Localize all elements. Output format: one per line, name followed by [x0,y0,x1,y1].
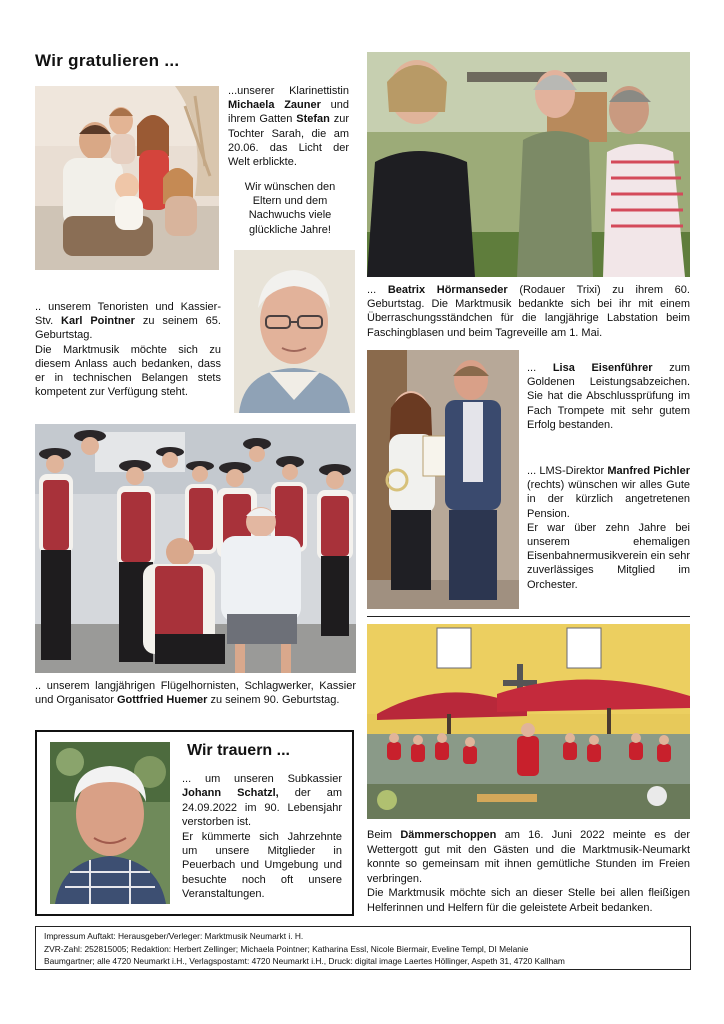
pointner-photo [234,250,355,413]
family-photo [35,86,219,270]
eisenfuehrer-intro: ... [527,362,553,374]
schatzl-photo [50,742,170,904]
pointner-end: zu seinem 65. Geburtstag. [35,315,221,342]
impressum-box [35,926,691,970]
event-thanks: Die Marktmusik möchte sich an dieser Stelle bei allen fleißigen Helferinnen und Helfern für die geleistete Arbeit bedanken. [367,887,690,914]
pichler-tribute: Er war über zehn Jahre bei unserem ehemaligen Eisenbahnermusikverein ein sehr zuverlässiges Mitglied im Orchester. [527,521,690,591]
impressum-line-1: Impressum Auftakt: Herausgeber/Verleger: Marktmusik Neumarkt i. H. [44,931,304,941]
congrats-pointner-text [35,300,221,399]
eisenfuehrer-name: Lisa Eisenführer [552,362,653,374]
huemer-end: zu seinem 90. Geburtstag. [207,694,340,707]
event-intro: Beim [367,829,401,841]
pichler-end: (rechts) wünschen wir alles Gute in der kürzlich angetretenen Pension. [527,479,690,520]
event-description: am 16. Juni 2022 meinte es der Wettergott gut mit den Gästen und die Marktmusik-Neumarkt konnte so gemeinsam mit ihnen gemütliche Stunden im Freien verbringen. [367,829,690,885]
band-group-photo [35,424,356,673]
mourning-tribute: Er kümmerte sich Jahrzehnte um unsere Mitglieder in Peuerbach und Umgebung und besuchte noch oft unsere Veranstaltungen. [182,830,342,901]
eisenfuehrer-end: zum Goldenen Leistungsabzeichen. Sie hat die Abschlussprüfung im Fach Trompete mit sehr gutem Erfolg bestanden. [527,362,691,431]
impressum-line-2: ZVR-Zahl: 252815005; Redaktion: Herbert Zellinger; Michaela Pointner; Katharina Essl, Nicole Biermair, Eveline Templ, DI Melanie [44,943,529,954]
congrats-eisenfuehrer-text [527,361,690,432]
hoermanseder-photo [367,52,690,277]
congrats-zauner-wish: Wir wünschen den Eltern und dem Nachwuchs viele glückliche Jahre! [244,181,336,236]
divider-line [367,616,690,617]
congrats-pichler-text [527,464,690,592]
zauner-spouse: Stefan [296,113,330,126]
hoermanseder-intro: ... [367,284,388,296]
pichler-name: Manfred Pichler [607,465,690,477]
pichler-intro: ... LMS-Direktor [527,465,608,477]
pointner-name: Karl Pointner [61,315,135,328]
congrats-huemer-text [35,679,356,707]
congrats-zauner-text [228,84,349,169]
zauner-mid: und ihrem Gatten [228,99,349,126]
pointner-intro: .. unserem Tenoristen und Kassier-Stv. [35,301,221,328]
huemer-name: Gottfried Huemer [116,694,208,707]
zauner-end: zur Tochter Sarah, die am 20.06. das Licht der Welt erblickte. [228,113,349,169]
mourning-intro: ... um unseren Subkassier [182,773,342,785]
huemer-intro: .. unserem langjährigen Flügelhornisten, Schlagwerker, Kassier und Organisator [35,680,356,707]
zauner-intro: ...unserer Klarinettistin [228,85,349,97]
hoermanseder-end: (Rodauer Trixi) zu ihrem 60. Geburtstag. Die Marktmusik bedankte sich bei ihr mit einem Überraschungsständchen für die langjährige Labstation beim Faschingblasen und beim Tagreveille am 1. Mai. [367,284,690,339]
section-title-mourning: Wir trauern ... [187,742,290,759]
mourning-date: der am 24.09.2022 im 90. Lebensjahr verstorben ist. [182,787,342,829]
event-name: Dämmerschoppen [400,829,497,841]
mourning-text [182,772,342,902]
daemmerschoppen-photo [367,624,690,819]
schatzl-name: Johann Schatzl, [182,787,279,800]
hoermanseder-name: Beatrix Hörmanseder [387,284,508,296]
event-text [367,828,690,916]
congrats-hoermanseder-text [367,283,690,340]
zauner-name: Michaela Zauner [228,99,321,112]
pointner-thanks: Die Marktmusik möchte sich zu diesem Anlass auch bedanken, dass er in technischen Belangen stets kompetent zur Verfügung steht. [35,343,221,399]
section-title-congrats: Wir gratulieren ... [35,51,180,70]
impressum-line-3: Baumgartner; alle 4720 Neumarkt i.H., Verlagspostamt: 4720 Neumarkt i.H., Druck: digital image Laertes Höllinger, Aspeth 31, 4720 Kallham [44,956,565,966]
eisenfuehrer-pichler-photo [367,350,519,609]
